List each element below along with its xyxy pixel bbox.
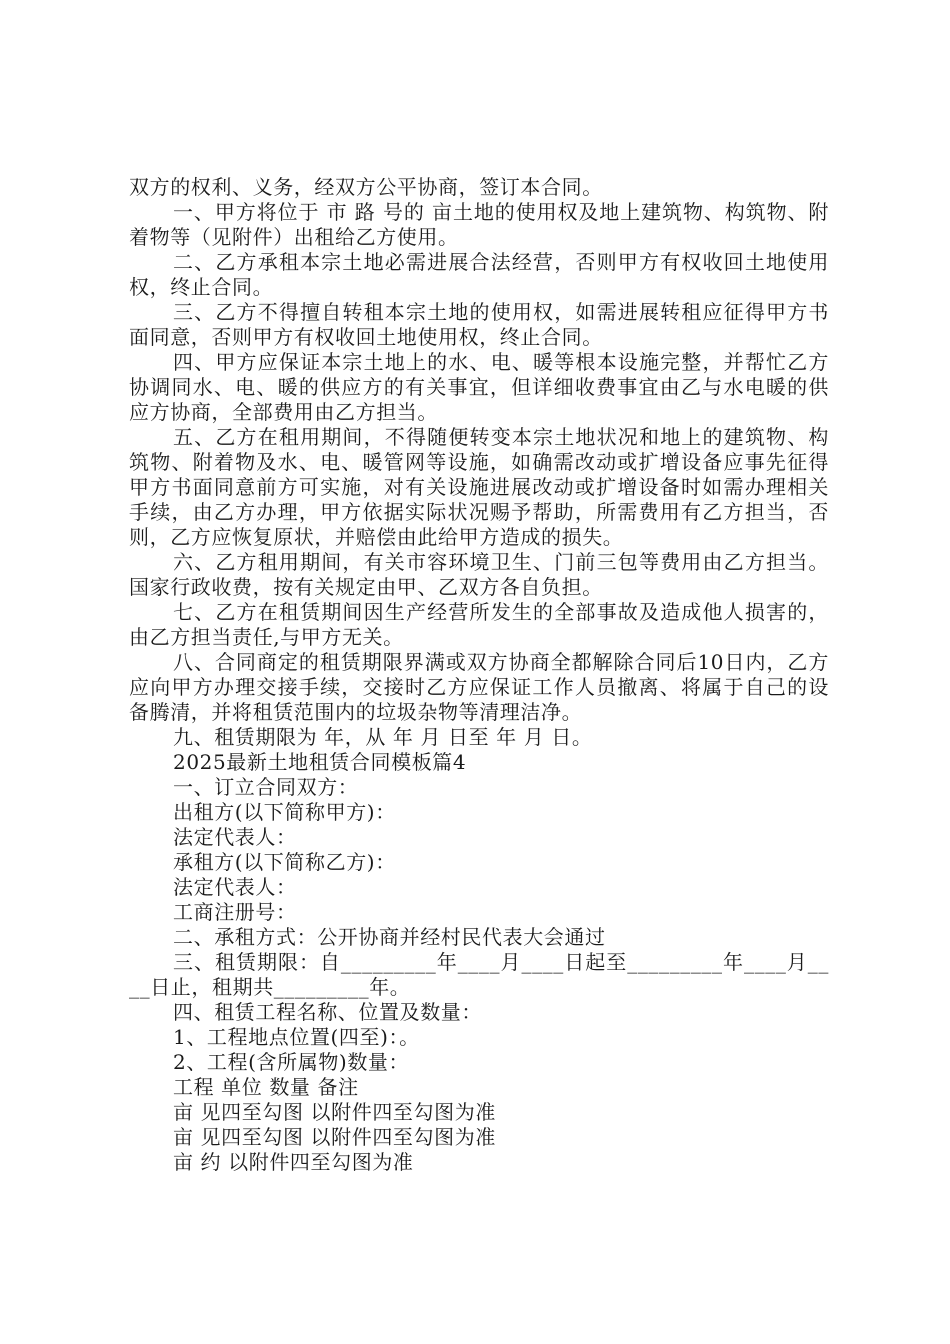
table-row: 亩 见四至勾图 以附件四至勾图为准 (173, 1125, 496, 1149)
clause-2: 二、乙方承租本宗土地必需进展合法经营，否则甲方有权收回土地使用权，终止合同。 (129, 250, 829, 299)
clause-3: 三、乙方不得擅自转租本宗土地的使用权，如需进展转租应征得甲方书面同意，否则甲方有权收回土地使用权，终止合同。 (129, 300, 829, 349)
clause-1: 一、甲方将位于 市 路 号的 亩土地的使用权及地上建筑物、构筑物、附着物等（见附件）出租给乙方使用。 (129, 200, 829, 249)
table-header: 工程 单位 数量 备注 (173, 1075, 359, 1099)
paragraph-intro: 双方的权利、义务，经双方公平协商，签订本合同。 (129, 175, 603, 199)
document-body (129, 175, 829, 1175)
clause-8: 八、合同商定的租赁期限界满或双方协商全都解除合同后10日内，乙方应向甲方办理交接手续，交接时乙方应保证工作人员撤离、将属于自己的设备腾清，并将租赁范围内的垃圾杂物等清理洁净。 (129, 650, 829, 724)
clause-5: 五、乙方在租用期间，不得随便转变本宗土地状况和地上的建筑物、构筑物、附着物及水、电、暖管网等设施，如确需改动或扩增设备应事先征得甲方书面同意前方可实施，对有关设施进展改动或扩增设备时如需办理相关手续，由乙方办理，甲方依据实际状况赐予帮助，所需费用有乙方担当，否则，乙方应恢复原状，并赔偿由此给甲方造成的损失。 (129, 425, 829, 549)
parties-heading: 一、订立合同双方： (173, 775, 359, 799)
lessee-field: 承租方(以下简称乙方)： (173, 850, 396, 874)
lease-project-heading: 四、租赁工程名称、位置及数量： (173, 1000, 482, 1024)
project-quantity: 2、工程(含所属物)数量： (173, 1050, 410, 1074)
project-location: 1、工程地点位置(四至)：。 (173, 1025, 420, 1049)
clause-9: 九、租赁期限为 年，从 年 月 日至 年 月 日。 (173, 725, 593, 749)
section-heading: 2025最新土地租赁合同模板篇4 (173, 750, 467, 774)
clause-6: 六、乙方租用期间，有关市容环境卫生、门前三包等费用由乙方担当。国家行政收费，按有关规定由甲、乙双方各自负担。 (129, 550, 829, 599)
table-row: 亩 见四至勾图 以附件四至勾图为准 (173, 1100, 496, 1124)
lessor-representative-field: 法定代表人： (173, 825, 297, 849)
clause-7: 七、乙方在租赁期间因生产经营所发生的全部事故及造成他人损害的，由乙方担当责任,与甲方无关。 (129, 600, 829, 649)
clause-4: 四、甲方应保证本宗土地上的水、电、暖等根本设施完整，并帮忙乙方协调同水、电、暖的供应方的有关事宜，但详细收费事宜由乙与水电暖的供应方协商，全部费用由乙方担当。 (129, 350, 829, 424)
table-row: 亩 约 以附件四至勾图为准 (173, 1150, 414, 1174)
lessor-field: 出租方(以下简称甲方)： (173, 800, 396, 824)
lessee-representative-field: 法定代表人： (173, 875, 297, 899)
lease-term: 三、租赁期限：自_________年____月____日起至_________年____月____日止，租期共_________年。 (129, 950, 829, 999)
lease-method: 二、承租方式：公开协商并经村民代表大会通过 (173, 925, 606, 949)
registration-number-field: 工商注册号： (173, 900, 297, 924)
